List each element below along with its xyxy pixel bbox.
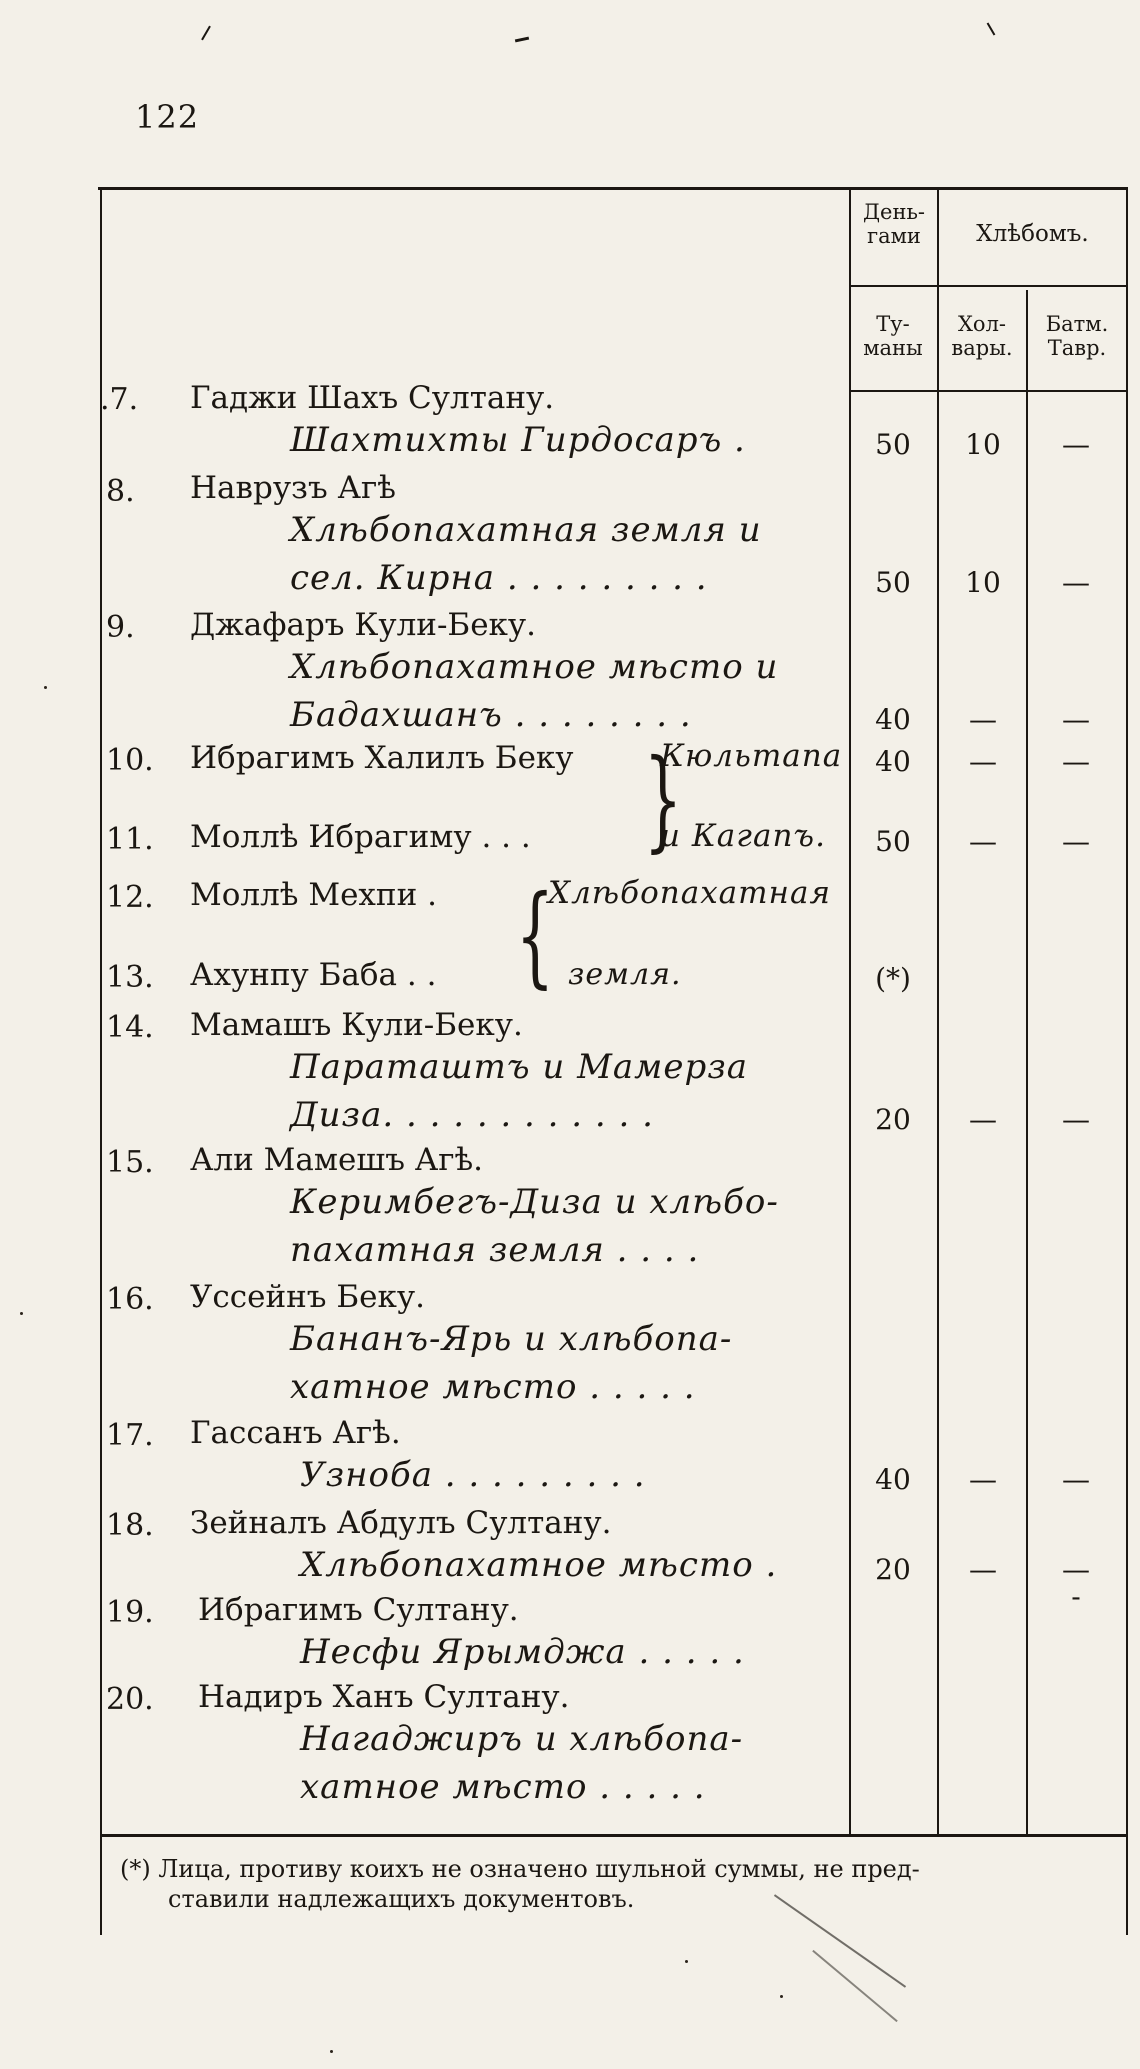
paper-speck [20, 1312, 23, 1315]
brace-rows-10-11: } [643, 735, 683, 863]
row-18-name: Зейналъ Абдулъ Султану. [190, 1505, 612, 1541]
row-9-batm: — [1062, 703, 1090, 736]
table-top-rule [98, 187, 1128, 190]
row-12-place: Хлѣбопахатная [548, 875, 831, 911]
row-13-name: Ахунпу Баба . . [190, 957, 437, 993]
row-17-place: Узноба . . . . . . . . . [300, 1455, 646, 1495]
row-7-name: Гаджи Шахъ Султану. [190, 380, 555, 416]
header-kholvary: Хол-вары. [951, 312, 1013, 360]
row-8-kholvary: 10 [965, 566, 1001, 599]
row-9-place-line2: Бадахшанъ . . . . . . . . [290, 695, 692, 735]
row-19-number: 19. [106, 1595, 154, 1630]
row-13-place: земля. [568, 957, 682, 992]
paper-speck [330, 2050, 333, 2053]
row-20-name: Надиръ Ханъ Султану. [198, 1679, 570, 1715]
row-13-tumany: (*) [875, 962, 911, 995]
row-11-place: и Кагапъ. [660, 818, 826, 854]
column-divider-tumany [849, 190, 851, 1835]
header-split-rule [849, 285, 1127, 287]
row-12-number: 12. [106, 880, 154, 915]
row-15-name: Али Мамешъ Агѣ. [190, 1142, 484, 1178]
row-13-number: 13. [106, 960, 154, 995]
header-batm: Батм. Тавр. [1045, 312, 1109, 360]
row-14-place-line2: Диза. . . . . . . . . . . . [290, 1095, 654, 1135]
row-11-batm: — [1062, 825, 1090, 858]
row-11-kholvary: — [969, 825, 997, 858]
row-9-number: 9. [106, 610, 135, 645]
row-18-place: Хлѣбопахатное мѣсто . [300, 1545, 778, 1585]
row-18-kholvary: — [969, 1553, 997, 1586]
row-18-tumany: 20 [875, 1553, 911, 1586]
row-11-number: 11. [106, 822, 154, 857]
footnote [120, 1854, 1100, 1914]
row-19-batm: - [1071, 1580, 1081, 1613]
row-10-number: 10. [106, 743, 154, 778]
row-8-number: 8. [106, 474, 135, 509]
row-17-batm: — [1062, 1463, 1090, 1496]
table-left-rule [100, 190, 102, 1935]
row-8-place-line1: Хлѣбопахатная земля и [290, 510, 762, 550]
table-right-rule [1126, 190, 1128, 1935]
row-9-tumany: 40 [875, 703, 911, 736]
row-11-name: Моллѣ Ибрагиму . . . [190, 819, 531, 855]
row-8-batm: — [1062, 566, 1090, 599]
row-19-name: Ибрагимъ Султану. [198, 1592, 519, 1628]
table-bottom-rule [100, 1834, 1128, 1837]
row-14-tumany: 20 [875, 1103, 911, 1136]
row-10-name: Ибрагимъ Халилъ Беку [190, 740, 574, 776]
row-7-number: .7. [100, 382, 139, 417]
bleed-mark [812, 1950, 898, 2022]
bleed-mark [987, 22, 996, 35]
row-10-batm: — [1062, 745, 1090, 778]
header-tumany: Ту-маны [863, 312, 923, 360]
paper-speck [685, 1960, 688, 1963]
row-19-place: Несфи Ярымджа . . . . . [300, 1632, 745, 1672]
row-20-place-line2: хатное мѣсто . . . . . [300, 1767, 706, 1807]
row-7-batm: — [1062, 428, 1090, 461]
row-14-number: 14. [106, 1010, 154, 1045]
row-18-number: 18. [106, 1508, 154, 1543]
row-16-place-line2: хатное мѣсто . . . . . [290, 1367, 696, 1407]
row-14-kholvary: — [969, 1103, 997, 1136]
paper-speck [780, 1995, 783, 1998]
brace-rows-12-13: { [515, 871, 555, 999]
bleed-mark [201, 26, 211, 41]
row-16-place-line1: Бананъ-Ярь и хлѣбопа- [290, 1319, 733, 1359]
row-11-tumany: 50 [875, 825, 911, 858]
row-17-tumany: 40 [875, 1463, 911, 1496]
row-10-place: Кюльтапа [660, 738, 843, 774]
row-12-name: Моллѣ Мехпи . [190, 877, 437, 913]
row-20-place-line1: Нагаджиръ и хлѣбопа- [300, 1719, 744, 1759]
header-grain: Хлѣбомъ. [976, 221, 1089, 247]
row-17-kholvary: — [969, 1463, 997, 1496]
row-9-name: Джафаръ Кули-Беку. [190, 607, 537, 643]
row-9-place-line1: Хлѣбопахатное мѣсто и [290, 647, 779, 687]
footnote-line2: ставили надлежащихъ документовъ. [168, 1885, 635, 1913]
row-14-batm: — [1062, 1103, 1090, 1136]
row-17-number: 17. [106, 1418, 154, 1453]
row-15-number: 15. [106, 1145, 154, 1180]
row-8-tumany: 50 [875, 566, 911, 599]
row-18-batm: — [1062, 1553, 1090, 1586]
row-17-name: Гассанъ Агѣ. [190, 1415, 401, 1451]
paper-speck [44, 686, 47, 689]
row-16-number: 16. [106, 1282, 154, 1317]
header-money: День-гами [862, 200, 926, 248]
row-8-name: Наврузъ Агѣ [190, 470, 396, 506]
row-14-name: Мамашъ Кули-Беку. [190, 1007, 523, 1043]
row-16-name: Уссейнъ Беку. [190, 1279, 425, 1315]
row-14-place-line1: Параташтъ и Мамерза [290, 1047, 749, 1087]
header-bottom-rule [849, 390, 1127, 392]
row-7-kholvary: 10 [965, 428, 1001, 461]
row-7-tumany: 50 [875, 428, 911, 461]
row-9-kholvary: — [969, 703, 997, 736]
column-divider-kholvary [937, 190, 939, 1835]
row-10-tumany: 40 [875, 745, 911, 778]
row-15-place-line2: пахатная земля . . . . [290, 1230, 700, 1270]
column-divider-batm [1026, 290, 1028, 1835]
footnote-line1: (*) Лица, противу коихъ не означено шульной суммы, не пред- [120, 1855, 920, 1883]
row-20-number: 20. [106, 1682, 154, 1717]
bleed-mark [515, 37, 529, 43]
row-10-kholvary: — [969, 745, 997, 778]
page-number: 122 [135, 98, 200, 136]
row-7-place: Шахтихты Гирдосаръ . [290, 420, 746, 460]
row-8-place-line2: сел. Кирна . . . . . . . . . [290, 558, 708, 598]
row-15-place-line1: Керимбегъ-Диза и хлѣбо- [290, 1182, 779, 1222]
